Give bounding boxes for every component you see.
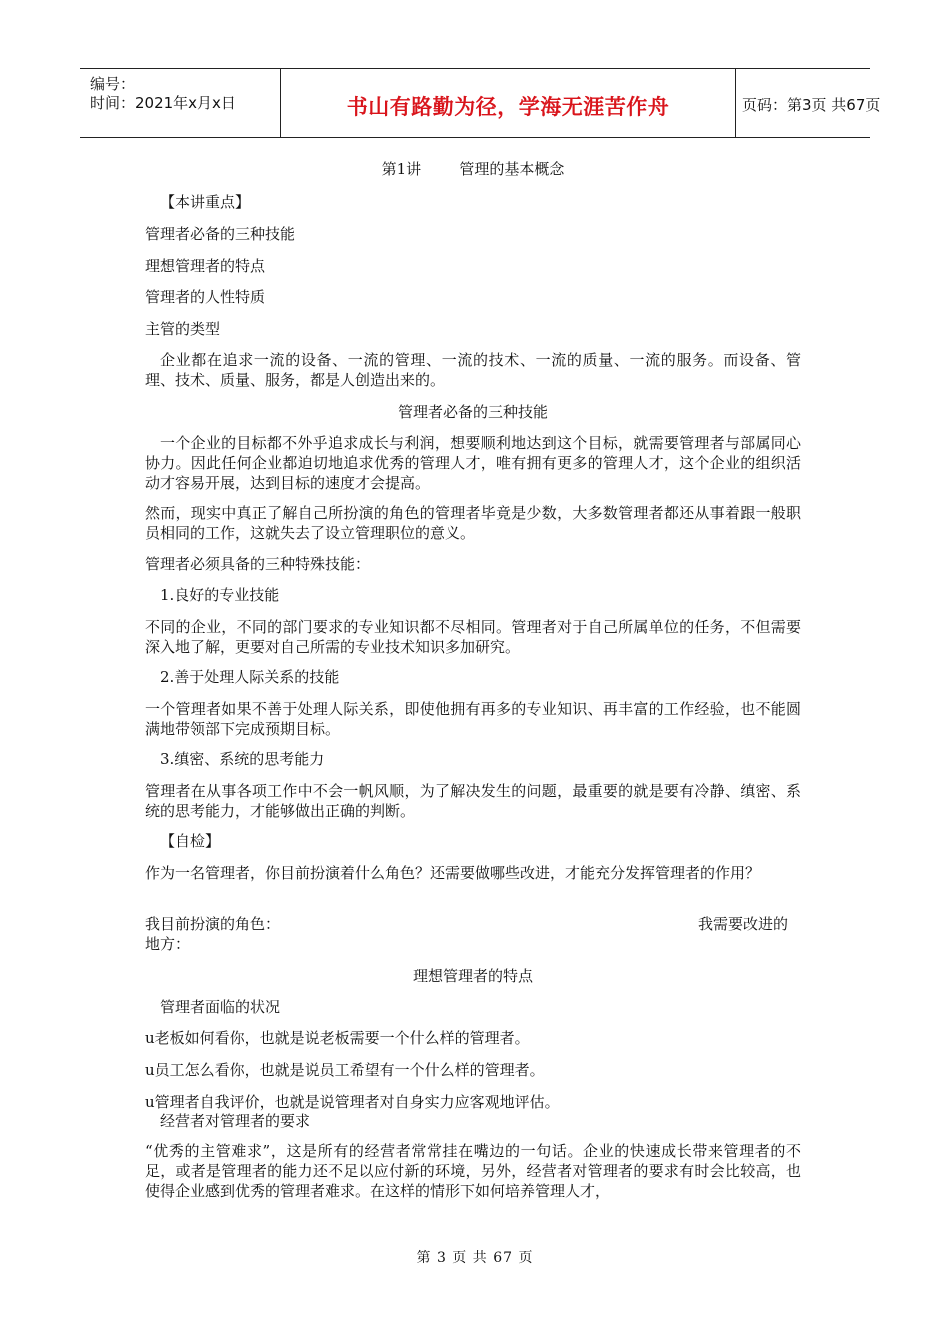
self-check-question: 作为一名管理者，你目前扮演着什么角色？还需要做哪些改进，才能充分发挥管理者的作用？ bbox=[145, 864, 761, 882]
role-label: 我目前扮演的角色： bbox=[145, 915, 281, 933]
paragraph: 一个企业的目标都不外乎追求成长与利润，想要顺利地达到这个目标，就需要管理者与部属同心协力。因此任何企业都迫切地追求优秀的管理人才，唯有拥有更多的管理人才，这个企业的组织活动才容易开展，达到目标的速度才会提高。 bbox=[145, 434, 801, 492]
section-title: 管理者必备的三种技能 bbox=[397, 403, 548, 421]
key-points-heading: 【本讲重点】 bbox=[160, 193, 251, 211]
header-motto-cell bbox=[281, 69, 736, 137]
paragraph: 不同的企业，不同的部门要求的专业知识都不尽相同。管理者对于自己所属单位的任务，不但需要深入地了解，更要对自己所需的专业技术知识多加研究。 bbox=[145, 618, 801, 656]
bullet-item: u管理者自我评价，也就是说管理者对自身实力应客观地评估。 bbox=[145, 1093, 560, 1111]
motto: 书山有路勤为径，学海无涯苦作舟 bbox=[346, 95, 670, 119]
skill-title: 2.善于处理人际关系的技能 bbox=[160, 668, 340, 686]
self-check-heading: 【自检】 bbox=[160, 832, 221, 850]
sub-heading: 经营者对管理者的要求 bbox=[160, 1112, 311, 1130]
skill-title: 3.缜密、系统的思考能力 bbox=[160, 750, 325, 768]
paragraph: 管理者必须具备的三种特殊技能： bbox=[145, 555, 371, 573]
time-label: 时间：2021年x月x日 bbox=[90, 94, 236, 112]
key-point-item: 管理者的人性特质 bbox=[145, 288, 266, 306]
paragraph: 管理者在从事各项工作中不会一帆风顺，为了解决发生的问题，最重要的就是要有冷静、缜密、系统的思考能力，才能够做出正确的判断。 bbox=[145, 782, 801, 820]
section-title: 理想管理者的特点 bbox=[412, 967, 533, 985]
page-label: 页码：第3页 共67页 bbox=[742, 96, 881, 114]
header-page-cell bbox=[736, 69, 881, 137]
paragraph: 然而，现实中真正了解自己所扮演的角色的管理者毕竟是少数，大多数管理者都还从事着跟一般职员相同的工作，这就失去了设立管理职位的意义。 bbox=[145, 504, 801, 542]
page-footer: 第 3 页 共 67 页 bbox=[416, 1250, 534, 1266]
lecture-title: 第1讲 管理的基本概念 bbox=[381, 160, 565, 178]
header-meta-cell bbox=[80, 69, 281, 137]
improve-label: 我需要改进的 bbox=[698, 915, 789, 933]
paragraph: 一个管理者如果不善于处理人际关系，即使他拥有再多的专业知识、再丰富的工作经验，也不能圆满地带领部下完成预期目标。 bbox=[145, 700, 801, 738]
improve-label-cont: 地方： bbox=[145, 935, 191, 953]
bullet-item: u老板如何看你，也就是说老板需要一个什么样的管理者。 bbox=[145, 1029, 530, 1047]
key-point-item: 理想管理者的特点 bbox=[145, 257, 266, 275]
key-point-item: 主管的类型 bbox=[145, 320, 221, 338]
intro-paragraph: 企业都在追求一流的设备、一流的管理、一流的技术、一流的质量、一流的服务。而设备、管理、技术、质量、服务，都是人创造出来的。 bbox=[145, 351, 801, 389]
page-header bbox=[80, 68, 881, 138]
code-label: 编号： bbox=[90, 75, 136, 93]
sub-heading: 管理者面临的状况 bbox=[160, 998, 281, 1016]
skill-title: 1.良好的专业技能 bbox=[160, 586, 280, 604]
bullet-item: u员工怎么看你，也就是说员工希望有一个什么样的管理者。 bbox=[145, 1061, 545, 1079]
paragraph: “优秀的主管难求”，这是所有的经营者常常挂在嘴边的一句话。企业的快速成长带来管理者的不足，或者是管理者的能力还不足以应付新的环境，另外，经营者对管理者的要求有时会比较高，也使得企业感到优秀的管理者难求。在这样的情形下如何培养管理人才， bbox=[145, 1142, 801, 1200]
key-point-item: 管理者必备的三种技能 bbox=[145, 225, 296, 243]
